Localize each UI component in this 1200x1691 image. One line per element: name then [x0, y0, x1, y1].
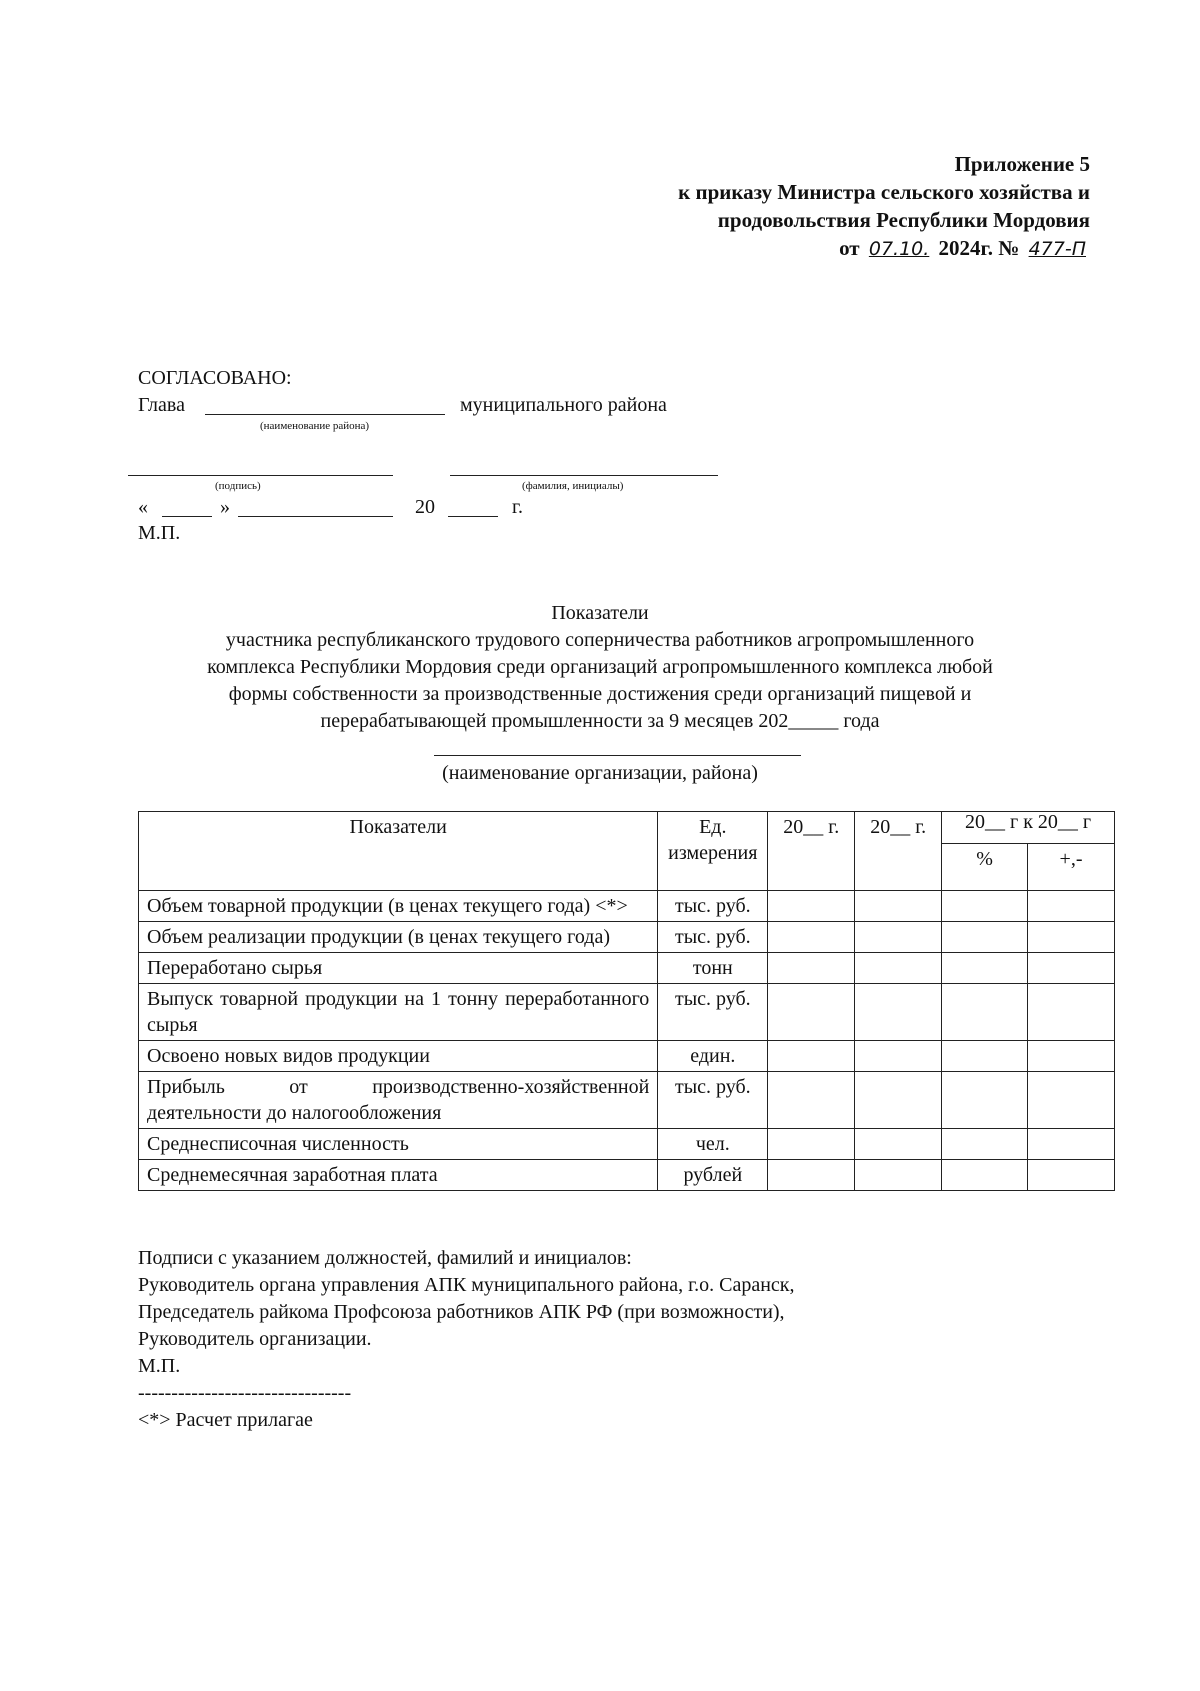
- value-cell: [1028, 1129, 1115, 1160]
- table-row: [139, 1041, 1115, 1072]
- value-cell: [768, 953, 855, 984]
- value-cell: [855, 1160, 942, 1191]
- header-percent: %: [942, 843, 1028, 890]
- signature-line: [128, 475, 393, 476]
- value-cell: [768, 984, 855, 1041]
- doc-subtitle-1: участника республиканского трудового соперничества работников агропромышленного: [225, 629, 975, 651]
- header-plusminus: +,-: [1028, 843, 1115, 890]
- signatures-intro: Подписи с указанием должностей, фамилий и инициалов:: [138, 1247, 632, 1269]
- signature-caption: (подпись): [215, 480, 261, 492]
- value-cell: [855, 984, 942, 1041]
- header-compare: 20__ г к 20__ г: [942, 812, 1115, 844]
- value-cell: [942, 1072, 1028, 1129]
- header-indicator: Показатели: [139, 812, 658, 891]
- footnote-separator: --------------------------------: [138, 1382, 352, 1404]
- value-cell: [768, 1129, 855, 1160]
- table-row: [139, 891, 1115, 922]
- stamp-label: М.П.: [138, 522, 181, 544]
- indicator-name: Выпуск товарной продукции на 1 тонну переработанного сырья: [139, 984, 658, 1041]
- value-cell: [855, 891, 942, 922]
- doc-subtitle-2: комплекса Республики Мордовия среди организаций агропромышленного комплекса любой: [207, 656, 993, 678]
- table-row: [139, 1129, 1115, 1160]
- year-suffix: г.: [512, 496, 523, 518]
- signatory-apk-head: Руководитель органа управления АПК муниципального района, г.о. Саранск,: [138, 1274, 795, 1296]
- value-cell: [1028, 1072, 1115, 1129]
- date-prefix: от: [839, 236, 860, 260]
- signatory-org-head: Руководитель организации.: [138, 1328, 372, 1350]
- value-cell: [768, 1160, 855, 1191]
- value-cell: [942, 922, 1028, 953]
- name-line: [450, 475, 718, 476]
- district-suffix: муниципального района: [460, 394, 667, 416]
- value-cell: [942, 1129, 1028, 1160]
- indicator-name: Прибыль от производственно-хозяйственной деятельности до налогообложения: [139, 1072, 658, 1129]
- table-row: [139, 984, 1115, 1041]
- value-cell: [1028, 1041, 1115, 1072]
- value-cell: [942, 1160, 1028, 1191]
- quote-open: «: [138, 496, 148, 518]
- indicator-unit: тыс. руб.: [658, 891, 768, 922]
- handwritten-date: 07.10.: [868, 238, 930, 260]
- table-header-row: [139, 812, 1115, 844]
- value-cell: [1028, 1160, 1115, 1191]
- indicator-name: Объем товарной продукции (в ценах текущего года) <*>: [139, 891, 658, 922]
- month-line: [238, 516, 393, 517]
- indicator-name: Переработано сырья: [139, 953, 658, 984]
- value-cell: [855, 953, 942, 984]
- value-cell: [942, 1041, 1028, 1072]
- value-cell: [855, 1129, 942, 1160]
- quote-close: »: [220, 496, 230, 518]
- doc-subtitle-3: формы собственности за производственные достижения среди организаций пищевой и: [228, 683, 972, 705]
- year-line: [448, 516, 498, 517]
- indicator-unit: един.: [658, 1041, 768, 1072]
- indicator-unit: чел.: [658, 1129, 768, 1160]
- value-cell: [768, 1072, 855, 1129]
- table-body: [139, 891, 1115, 1191]
- order-date-line: [678, 234, 1090, 263]
- indicator-name: Объем реализации продукции (в ценах текущего года): [139, 922, 658, 953]
- document-header: [678, 150, 1090, 263]
- indicator-unit: тыс. руб.: [658, 1072, 768, 1129]
- year-prefix: 20: [415, 496, 435, 518]
- value-cell: [768, 891, 855, 922]
- indicator-unit: рублей: [658, 1160, 768, 1191]
- org-line: [434, 755, 801, 756]
- indicator-unit: тыс. руб.: [658, 984, 768, 1041]
- district-caption: (наименование района): [260, 420, 370, 432]
- indicator-unit: тыс. руб.: [658, 922, 768, 953]
- value-cell: [855, 1072, 942, 1129]
- value-cell: [1028, 953, 1115, 984]
- value-cell: [768, 922, 855, 953]
- value-cell: [1028, 922, 1115, 953]
- value-cell: [942, 953, 1028, 984]
- ministry-name: продовольствия Республики Мордовия: [717, 208, 1090, 232]
- org-caption: (наименование организации, района): [442, 762, 758, 784]
- value-cell: [942, 891, 1028, 922]
- order-year: 2024г. №: [938, 236, 1020, 260]
- indicator-name: Среднесписочная численность: [139, 1129, 658, 1160]
- table-row: [139, 1160, 1115, 1191]
- value-cell: [855, 922, 942, 953]
- header-year-1: 20__ г.: [768, 812, 855, 891]
- day-line: [162, 516, 212, 517]
- doc-subtitle-4: перерабатывающей промышленности за 9 месяцев 202_____ года: [320, 710, 880, 732]
- handwritten-number: 477-П: [1028, 238, 1086, 260]
- indicator-name: Освоено новых видов продукции: [139, 1041, 658, 1072]
- indicators-table: [138, 811, 1115, 1191]
- header-unit: Ед. измерения: [658, 812, 768, 891]
- agreed-label: СОГЛАСОВАНО:: [138, 367, 292, 389]
- footnote: <*> Расчет прилагае: [138, 1409, 313, 1431]
- table-row: [139, 953, 1115, 984]
- head-label: Глава: [138, 394, 185, 416]
- district-line: [205, 414, 445, 415]
- value-cell: [855, 1041, 942, 1072]
- value-cell: [768, 1041, 855, 1072]
- value-cell: [1028, 984, 1115, 1041]
- value-cell: [942, 984, 1028, 1041]
- doc-title: Показатели: [551, 602, 649, 624]
- table-row: [139, 1072, 1115, 1129]
- order-reference: к приказу Министра сельского хозяйства и: [678, 180, 1090, 204]
- signatures-block: [138, 1245, 795, 1434]
- name-caption: (фамилия, инициалы): [522, 480, 624, 492]
- signatory-union-chair: Председатель райкома Профсоюза работников АПК РФ (при возможности),: [138, 1301, 785, 1323]
- indicator-name: Среднемесячная заработная плата: [139, 1160, 658, 1191]
- table-row: [139, 922, 1115, 953]
- header-year-2: 20__ г.: [855, 812, 942, 891]
- value-cell: [1028, 891, 1115, 922]
- footer-stamp: М.П.: [138, 1355, 181, 1377]
- appendix-number: Приложение 5: [954, 152, 1090, 176]
- indicator-unit: тонн: [658, 953, 768, 984]
